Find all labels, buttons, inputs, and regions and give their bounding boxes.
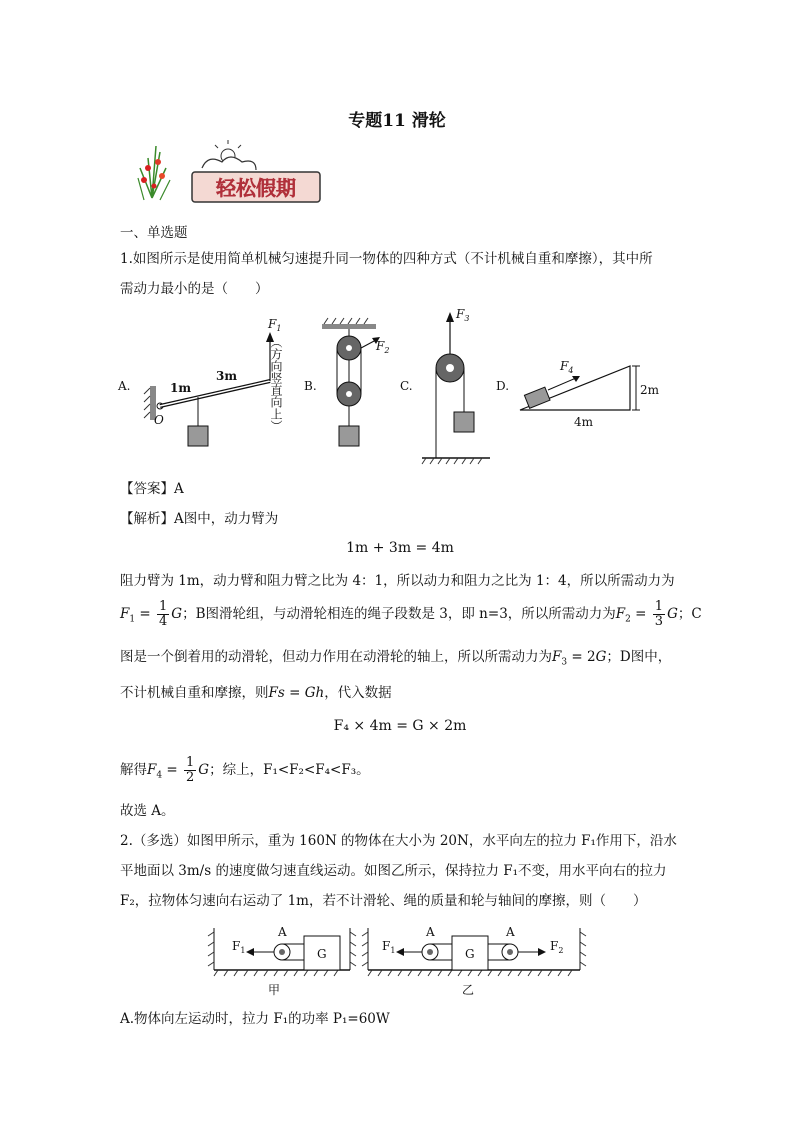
holiday-banner xyxy=(130,138,330,208)
yi-f2-label: $F_2$ xyxy=(550,939,564,955)
arm-1m-label: 1m xyxy=(170,381,192,395)
section-heading: 一、单选题 xyxy=(120,225,188,241)
flower-plant-icon xyxy=(138,146,170,200)
figure-d-label: D. xyxy=(496,379,510,393)
svg-text:A: A xyxy=(506,925,515,939)
page-title: 专题11 滑轮 xyxy=(348,111,446,131)
q1-equation-2: F₄ × 4m = G × 2m xyxy=(333,718,467,734)
q1-analysis-p3: 图是一个倒着用的动滑轮，但动力作用在动滑轮的轴上，所以所需动力为$F_3 = 2G$；D图中， xyxy=(120,649,672,668)
figure-b-label: B. xyxy=(304,379,317,393)
q1-analysis-p1: 阻力臂为 1m，动力臂和阻力臂之比为 4：1，所以动力和阻力之比为 1：4，所以所需动力为 xyxy=(120,573,675,589)
figure-c-movable-pulley xyxy=(400,307,490,464)
q1-analysis-intro: 【解析】A图中，动力臂为 xyxy=(120,511,279,527)
incline-height-label: 2m xyxy=(640,383,660,397)
svg-text:G: G xyxy=(465,947,475,961)
q1-figure xyxy=(110,306,710,470)
figure-jia xyxy=(208,925,356,997)
svg-text:A: A xyxy=(278,925,287,939)
q1-conclusion: 故选 A。 xyxy=(120,803,175,819)
svg-text:G: G xyxy=(317,947,327,961)
q2-stem-line1: 2.（多选）如图甲所示，重为 160N 的物体在大小为 20N，水平向左的拉力 F₁作用下，沿水 xyxy=(120,833,677,849)
f3-label: $F_3$ xyxy=(456,307,470,323)
figure-a-label: A. xyxy=(118,379,131,393)
q2-stem-line3: F₂，拉物体匀速向右运动了 1m，若不计滑轮、绳的质量和轮与轴间的摩擦，则（ ） xyxy=(120,893,647,909)
q1-analysis-p2: $F_1$ = $\frac{1}{4}$ G；B图滑轮组，与动滑轮相连的绳子段数是 3，即 n=3，所以所需动力为$F_2$ = $\frac{1}{3}$ G；C xyxy=(120,599,702,629)
q2-figure xyxy=(200,920,600,1000)
jia-caption: 甲 xyxy=(268,983,281,997)
q1-analysis-p4: 不计机械自重和摩擦，则Fs = Gh，代入数据 xyxy=(120,685,392,701)
svg-text:A: A xyxy=(426,925,435,939)
yi-f1-label: $F_1$ xyxy=(382,939,396,955)
banner-text: 轻松假期 xyxy=(216,176,296,200)
q1-answer: 【答案】A xyxy=(120,481,184,497)
q2-stem-line2: 平地面以 3m/s 的速度做匀速直线运动。如图乙所示，保持拉力 F₁不变，用水平向右的拉力 xyxy=(120,863,667,879)
figure-a-lever xyxy=(117,317,283,446)
q1-stem-line1: 1.如图所示是使用简单机械匀速提升同一物体的四种方式（不计机械自重和摩擦），其中所 xyxy=(120,251,653,267)
f4-label: $F_4$ xyxy=(560,359,574,375)
q1-analysis-p5: 解得$F_4$ = $\frac{1}{2}$ G；综上，F₁<F₂<F₄<F₃。 xyxy=(120,755,370,785)
sun-cloud-icon xyxy=(202,140,256,170)
figure-yi xyxy=(362,925,586,997)
figure-d-incline xyxy=(496,359,660,429)
q1-stem-line2: 需动力最小的是（ ） xyxy=(120,281,269,297)
figure-b-pulley-block xyxy=(304,318,389,446)
f1-label: $F_1$ xyxy=(268,317,282,333)
vertical-direction-note: （方向竖直向上） xyxy=(269,336,283,432)
pivot-label: O xyxy=(154,413,164,427)
jia-f1-label: $F_1$ xyxy=(232,939,246,955)
f2-label: $F_2$ xyxy=(376,339,390,355)
q2-option-a: A.物体向左运动时，拉力 F₁的功率 P₁=60W xyxy=(120,1011,390,1027)
incline-base-label: 4m xyxy=(574,415,594,429)
weight-box xyxy=(188,426,208,446)
arm-3m-label: 3m xyxy=(216,369,238,383)
q1-equation-1: 1m + 3m = 4m xyxy=(346,540,454,556)
figure-c-label: C. xyxy=(400,379,413,393)
yi-caption: 乙 xyxy=(462,983,475,997)
